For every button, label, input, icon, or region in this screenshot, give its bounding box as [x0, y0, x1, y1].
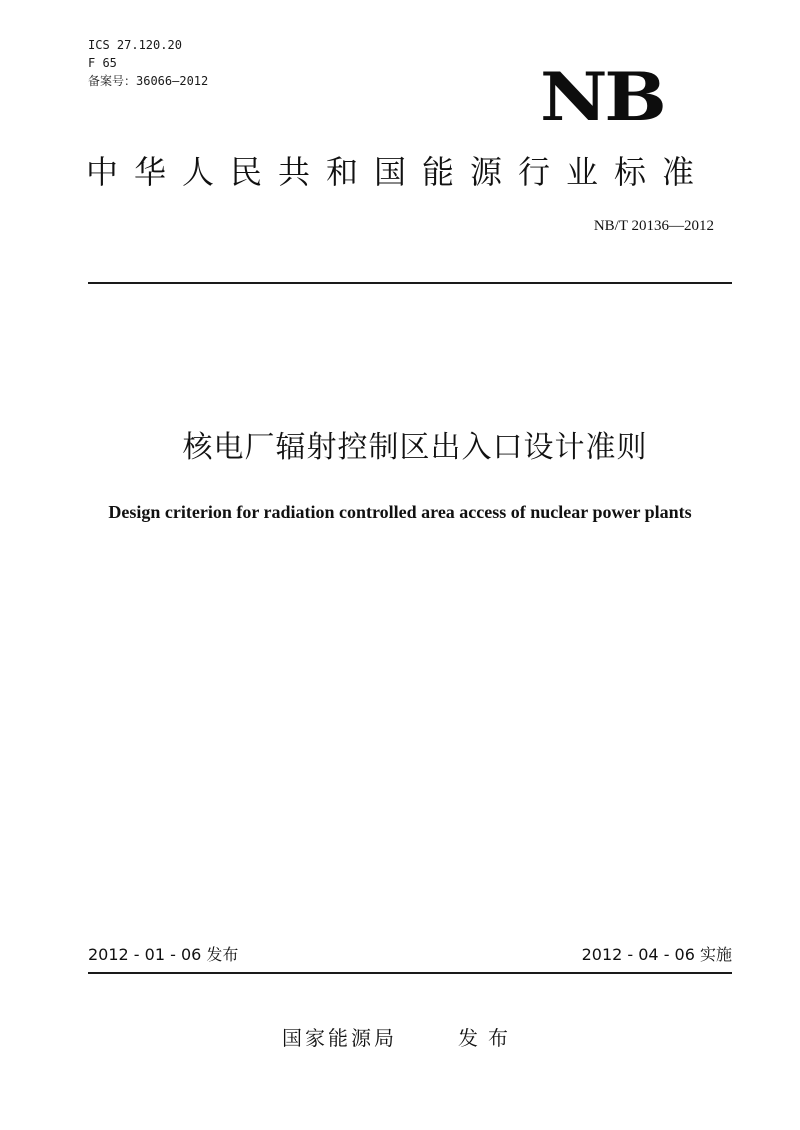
bottom-divider: [88, 972, 732, 974]
filing-number: 备案号：36066—2012: [88, 74, 209, 88]
ccs-code: F 65: [88, 56, 117, 70]
document-title-english: Design criterion for radiation controlled area access of nuclear power plants: [108, 502, 692, 522]
issue-date: 2012 - 01 - 06 发布: [88, 945, 239, 964]
classification-block: [88, 36, 208, 90]
issuing-authority: 国家能源局: [282, 1026, 397, 1050]
standard-number: NB/T 20136—2012: [593, 218, 714, 234]
implementation-date: 2012 - 04 - 06 实施: [581, 945, 732, 964]
issue-action-label: 发布: [458, 1026, 518, 1050]
nb-logo: NB: [540, 58, 664, 136]
document-title-chinese: 核电厂辐射控制区出入口设计准则: [182, 430, 648, 465]
top-divider: [88, 282, 732, 284]
ics-code: ICS 27.120.20: [88, 38, 182, 52]
standard-category-heading: 中华人民共和国能源行业标准: [86, 153, 711, 191]
